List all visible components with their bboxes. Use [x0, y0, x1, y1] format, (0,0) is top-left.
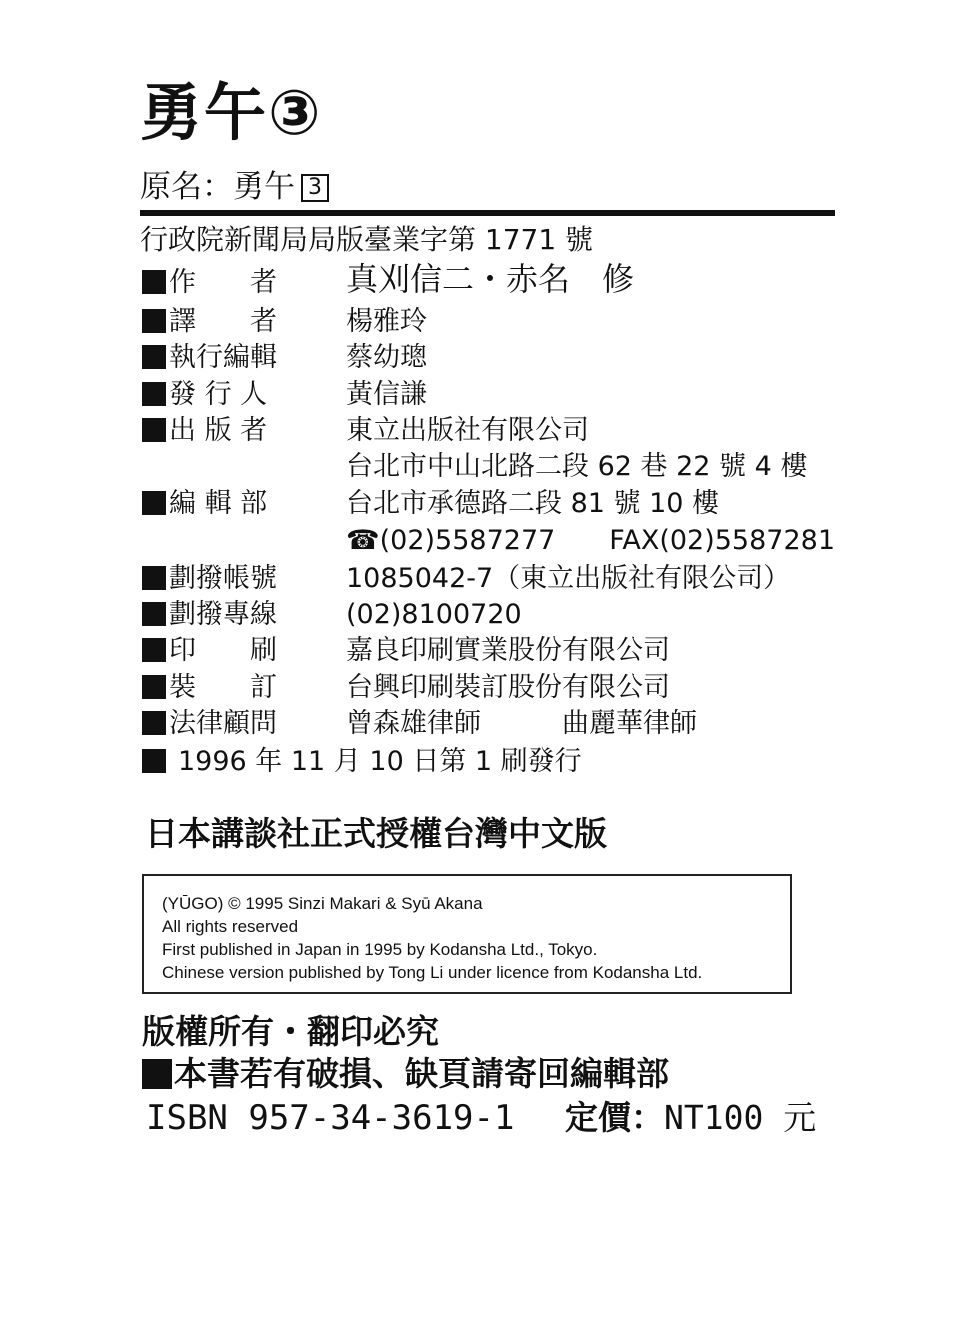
credit-row: [142, 487, 720, 521]
price: [565, 1100, 816, 1136]
authorization-statement: 日本講談社正式授權台灣中文版: [145, 814, 607, 853]
bullet-square: [142, 749, 166, 773]
credit-label: 譯 者: [169, 306, 277, 337]
credit-value: 東立出版社有限公司: [346, 415, 589, 446]
bullet-square: [142, 566, 166, 590]
credit-row: [142, 341, 427, 375]
publish-date: [142, 745, 582, 779]
title-divider: [140, 210, 835, 216]
copyright-line: Chinese version published by Tong Li under licence from Kodansha Ltd.: [162, 963, 703, 982]
credit-value: 1085042-7（東立出版社有限公司）: [346, 563, 791, 594]
credit-label: 執行編輯: [169, 342, 277, 373]
copyright-line: All rights reserved: [162, 917, 299, 936]
volume-box: 3: [301, 174, 329, 202]
credit-row: [142, 707, 697, 741]
original-title: [140, 169, 329, 205]
rights-notice: 版權所有・翻印必究: [142, 1012, 439, 1051]
credit-label: 裝 訂: [169, 672, 277, 703]
credit-value: 楊雅玲: [346, 306, 427, 337]
bullet-square: [142, 309, 166, 333]
credit-row: [142, 671, 670, 705]
copyright-box: [142, 874, 792, 994]
credit-value: 真刈信二・赤名 修: [346, 260, 635, 298]
credit-label: 編 輯 部: [169, 488, 268, 519]
credit-label: 劃撥專線: [169, 599, 277, 630]
credit-value: 台興印刷裝訂股份有限公司: [346, 672, 670, 703]
damage-notice-text: 本書若有破損、缺頁請寄回編輯部: [174, 1054, 669, 1093]
credit-value: 黃信謙: [346, 379, 427, 410]
credit-value: 嘉良印刷實業股份有限公司: [346, 635, 670, 666]
credit-label: 印 刷: [169, 635, 277, 666]
credit-value: 台北市承德路二段 81 號 10 樓: [346, 488, 720, 519]
credit-row: [142, 598, 522, 632]
bullet-square: [142, 711, 166, 735]
credit-label: 出 版 者: [169, 415, 268, 446]
copyright-line: First published in Japan in 1995 by Kodansha Ltd., Tokyo.: [162, 940, 598, 959]
price-label: 定價：: [565, 1098, 664, 1137]
bullet-square: [142, 1059, 172, 1089]
publish-date-text: 1996 年 11 月 10 日第 1 刷發行: [178, 746, 582, 777]
credit-value: 台北市中山北路二段 62 巷 22 號 4 樓: [346, 451, 808, 482]
isbn: ISBN 957-34-3619-1: [146, 1098, 515, 1138]
credit-row: [142, 260, 635, 300]
original-title-label: 原名：勇午: [140, 169, 295, 205]
bullet-square: [142, 345, 166, 369]
bullet-square: [142, 270, 166, 294]
credit-label: 發 行 人: [169, 379, 268, 410]
bullet-square: [142, 675, 166, 699]
credit-row: [142, 414, 589, 448]
credit-value: 曾森雄律師 曲麗華律師: [346, 708, 697, 739]
credit-label: 法律顧問: [169, 708, 277, 739]
credit-row: [142, 634, 670, 668]
bullet-square: [142, 602, 166, 626]
bullet-square: [142, 491, 166, 515]
bullet-square: [142, 382, 166, 406]
bullet-square: [142, 418, 166, 442]
license-number: 行政院新聞局局版臺業字第 1771 號: [140, 223, 594, 256]
credit-value: ☎(02)5587277 FAX(02)5587281: [346, 525, 835, 556]
credit-row: [142, 562, 791, 596]
copyright-line: (YŪGO) © 1995 Sinzi Makari & Syū Akana: [162, 894, 483, 913]
credit-label: 劃撥帳號: [169, 563, 277, 594]
price-value: NT100 元: [664, 1098, 817, 1137]
bullet-square: [142, 638, 166, 662]
credit-value: (02)8100720: [346, 599, 522, 630]
credit-label: 作 者: [169, 267, 277, 298]
credit-row: [142, 378, 427, 412]
damage-notice: [142, 1056, 669, 1092]
book-title: 勇午③: [140, 76, 323, 149]
credit-row: [142, 305, 427, 339]
credit-value: 蔡幼璁: [346, 342, 427, 373]
